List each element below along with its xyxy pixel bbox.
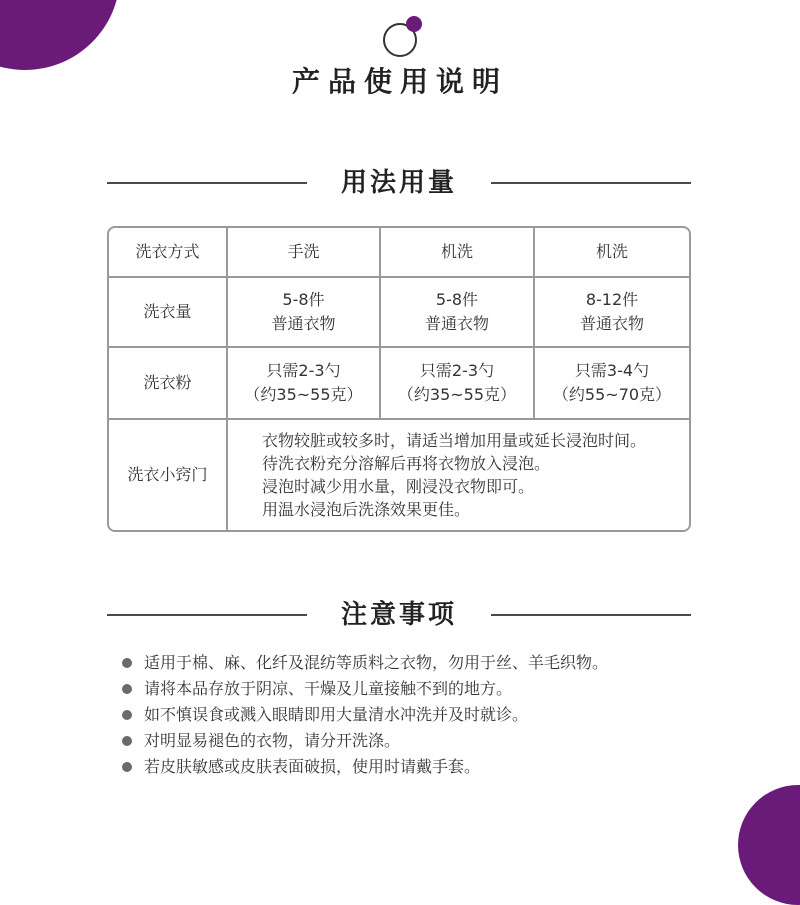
list-item: 请将本品存放于阴凉、干燥及儿童接触不到的地方。 <box>122 676 722 702</box>
list-item: 适用于棉、麻、化纤及混纺等质料之衣物，勿用于丝、羊毛织物。 <box>122 650 722 676</box>
notes-section-heading <box>107 600 691 630</box>
table-header-row <box>109 228 689 278</box>
table-cell: 5-8件 普通衣物 <box>381 278 535 348</box>
tips-cell <box>228 420 689 530</box>
header-cell-machine-wash: 机洗 <box>381 228 535 278</box>
bullet-icon <box>122 710 132 720</box>
table-row-tips <box>109 420 689 530</box>
header-cell-hand-wash: 手洗 <box>228 228 381 278</box>
row-label-tips: 洗衣小窍门 <box>109 420 228 530</box>
bullet-icon <box>122 736 132 746</box>
tip-line: 用温水浸泡后洗涤效果更佳。 <box>261 500 470 519</box>
table-row-powder <box>109 348 689 420</box>
bullet-icon <box>122 658 132 668</box>
tip-line: 待洗衣粉充分溶解后再将衣物放入浸泡。 <box>261 454 550 473</box>
bullet-icon <box>122 762 132 772</box>
list-item: 如不慎误食或溅入眼睛即用大量清水冲洗并及时就诊。 <box>122 702 722 728</box>
table-cell: 只需3-4勺 （约55~70克） <box>535 348 689 420</box>
page-title: 产品使用说明 <box>291 65 508 98</box>
notes-list <box>122 650 722 780</box>
corner-decoration-bottom-right <box>738 785 800 905</box>
heading-divider-right <box>491 614 691 616</box>
table-cell: 5-8件 普通衣物 <box>228 278 381 348</box>
table-row-amount <box>109 278 689 348</box>
bullet-icon <box>122 684 132 694</box>
usage-section-heading <box>107 168 691 198</box>
usage-table <box>107 226 691 532</box>
notes-heading-label: 注意事项 <box>340 600 457 630</box>
heading-divider-right <box>491 182 691 184</box>
header-cell-method: 洗衣方式 <box>109 228 228 278</box>
usage-heading-label: 用法用量 <box>340 168 457 198</box>
tip-line: 浸泡时减少用水量，刚浸没衣物即可。 <box>261 477 534 496</box>
table-cell: 8-12件 普通衣物 <box>535 278 689 348</box>
row-label-powder: 洗衣粉 <box>109 348 228 420</box>
ring-dot <box>406 16 422 32</box>
tip-line: 衣物较脏或较多时，请适当增加用量或延长浸泡时间。 <box>261 431 646 450</box>
row-label-amount: 洗衣量 <box>109 278 228 348</box>
list-item: 对明显易褪色的衣物，请分开洗涤。 <box>122 728 722 754</box>
table-cell: 只需2-3勺 （约35~55克） <box>228 348 381 420</box>
ring-logo-icon <box>380 14 426 60</box>
table-cell: 只需2-3勺 （约35~55克） <box>381 348 535 420</box>
list-item: 若皮肤敏感或皮肤表面破损，使用时请戴手套。 <box>122 754 722 780</box>
header-cell-machine-wash: 机洗 <box>535 228 689 278</box>
